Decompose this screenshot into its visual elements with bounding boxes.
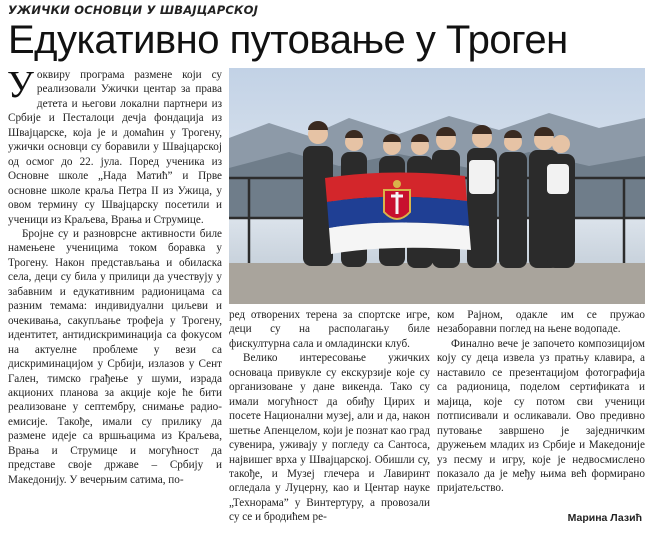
floor (229, 263, 645, 304)
drop-cap: У (7, 64, 34, 106)
students-photo (229, 68, 645, 304)
serbian-flag (325, 172, 471, 254)
author-byline: Марина Лазић (567, 512, 642, 524)
paragraph (7, 64, 222, 227)
paragraph: ком Рајном, одакле им се пружао незаборавни поглед на њене водопаде. (437, 309, 645, 336)
paragraph: Велико интересовање ужичких основаца привукле су екскурзије које су организоване у дане викенда. Тако су имали могућност да обиђу Цирих и посете Национални музеј, али и да, након шетње Апенцелом, који је познат као град сувенира, уживају у погледу са Сантоса, највишег врха у Швајцарској. Обишли су, такође, и Музеј глечера и Лавиринт огледала у Луцерну, као и Центар науке „Технорама” у Винтертуру, а провозали су се и бродићем ре- (229, 352, 430, 524)
paragraph-text: оквиру програма размене који су реализовали Ужички центар за права детета и његови локални партнери из Србије и Песталоци дечја фондација из Швајцарске, која је и домаћин у Трогену, ужички основци су боравили у Швајцарској од осмог до 22. јула. Поред ученика из Основне школе „Нада Матић” и Прве основне школе краља Петра II из Ужица, у овом термину су Швајцарску посетили и ученици из Краљева, Врања и Струмице. (8, 69, 222, 226)
paragraph: Финално вече је започето композицијом коју су деца извела уз пратњу клавира, а наставило се презентацијом фотографија са радионица, поделом сертификата и мајица, које су потом сви ученици потписивали и осликавали. Ово предивно путовање завршено је заједничким дружењем младих из Србије и Македоније уз песму и игру, које је недвосмислено показало да је међу њима већ формирано пријатељство. (437, 337, 645, 495)
article-headline: Едукативно путовање у Троген (8, 18, 568, 62)
paragraph: ред отворених терена за спортске игре, деци су на располагању биле фискултурна сала и омладински клуб. (229, 309, 430, 350)
paragraph: Бројне су и разноврсне активности биле намењене ученицима током боравка у Трогену. Након представљања и обиласка села, деци су била у прилици да учествују у забавним и едукативним радионицама са разним темама: индивидуални циљеви и очекивања, сакупљање трофеја у Трогену, идентитет, антидискриминација са фокусом на актуелне проблеме у вези са дискриминацијом у Србији, излазов у Сент Гален, тимско грађење у шуми, израда акционих планова за акције које ће бити реализоване у септембру, снимање радио-емисије. Такође, имали су прилику да размене идеје са вршњацима из Краљева, Врања и Струмице и могућност да представе своје државе – Србију и Македонију. У вечерњим сатима, по- (8, 227, 222, 486)
article-photo (229, 68, 645, 304)
article-kicker: УЖИЧКИ ОСНОВЦИ У ШВАЈЦАРСКОЈ (8, 3, 259, 17)
article-column-2 (229, 308, 430, 525)
article-column-1 (7, 64, 222, 487)
article-column-3 (437, 308, 645, 496)
